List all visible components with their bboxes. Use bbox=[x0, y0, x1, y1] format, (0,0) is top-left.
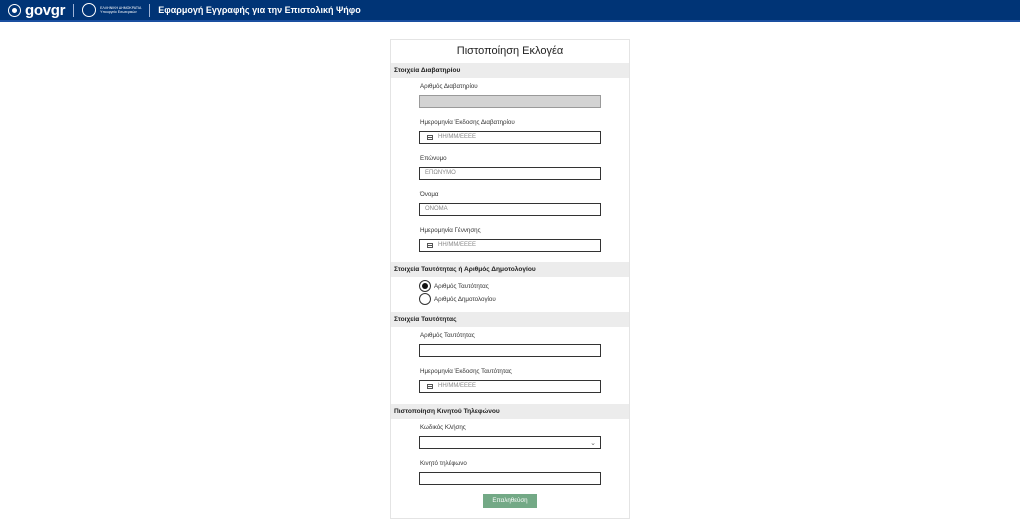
birth-date-label: Ημερομηνία Γέννησης bbox=[420, 227, 481, 234]
mobile-phone-label: Κινητό τηλέφωνο bbox=[420, 460, 467, 467]
radio-registry-number-label: Αριθμός Δημοτολογίου bbox=[434, 295, 496, 303]
radio-registry-number[interactable] bbox=[419, 293, 496, 305]
radio-unselected-icon[interactable] bbox=[419, 293, 431, 305]
chevron-down-icon: ⌄ bbox=[590, 440, 596, 447]
phone-section-header: Πιστοποίηση Κινητού Τηλεφώνου bbox=[391, 404, 629, 419]
id-number-input[interactable] bbox=[419, 344, 601, 357]
verify-button[interactable]: Επαληθεύση bbox=[483, 494, 537, 508]
birth-date-placeholder: ΗΗ/ΜΜ/ΕΕΕΕ bbox=[438, 242, 477, 248]
header-divider-2 bbox=[149, 4, 150, 17]
birth-date-input[interactable] bbox=[419, 239, 601, 252]
radio-id-number-label: Αριθμός Ταυτότητας bbox=[434, 282, 489, 290]
app-title: Εφαρμογή Εγγραφής για την Επιστολική Ψήφο bbox=[158, 5, 361, 15]
id-issue-date-placeholder: ΗΗ/ΜΜ/ΕΕΕΕ bbox=[438, 383, 477, 389]
greek-emblem-icon bbox=[8, 4, 21, 17]
id-section-header: Στοιχεία Ταυτότητας bbox=[391, 312, 629, 327]
passport-issue-date-placeholder: ΗΗ/ΜΜ/ΕΕΕΕ bbox=[438, 134, 477, 140]
name-label: Όνομα bbox=[420, 191, 439, 198]
id-issue-date-label: Ημερομηνία Έκδοσης Ταυτότητας bbox=[420, 368, 512, 375]
calendar-icon bbox=[427, 384, 433, 389]
mobile-phone-input[interactable] bbox=[419, 472, 601, 485]
govgr-logo[interactable]: govgr bbox=[25, 1, 66, 19]
passport-section-header: Στοιχεία Διαβατηρίου bbox=[391, 63, 629, 78]
surname-label: Επώνυμο bbox=[420, 155, 447, 162]
name-input[interactable]: ΟΝΟΜΑ bbox=[419, 203, 601, 216]
radio-selected-icon[interactable] bbox=[419, 280, 431, 292]
calendar-icon bbox=[427, 243, 433, 248]
radio-id-number[interactable] bbox=[419, 280, 489, 292]
id-issue-date-input[interactable] bbox=[419, 380, 601, 393]
id-choice-section-header: Στοιχεία Ταυτότητας ή Αριθμός Δημοτολογίου bbox=[391, 262, 629, 277]
ministry-line-1: ΕΛΛΗΝΙΚΗ ΔΗΜΟΚΡΑΤΙΑ bbox=[100, 6, 142, 10]
country-code-label: Κωδικός Κλήσης bbox=[420, 424, 466, 431]
passport-number-input[interactable] bbox=[419, 95, 601, 108]
passport-issue-date-label: Ημερομηνία Έκδοσης Διαβατηρίου bbox=[420, 119, 515, 126]
passport-number-label: Αριθμός Διαβατηρίου bbox=[420, 83, 478, 90]
ministry-line-2: Υπουργείο Εσωτερικών bbox=[100, 10, 137, 14]
country-code-select[interactable] bbox=[419, 436, 601, 449]
voter-verification-form bbox=[390, 39, 630, 519]
calendar-icon bbox=[427, 135, 433, 140]
header-divider bbox=[73, 4, 74, 17]
surname-input[interactable]: ΕΠΩΝΥΜΟ bbox=[419, 167, 601, 180]
id-number-label: Αριθμός Ταυτότητας bbox=[420, 332, 475, 339]
passport-issue-date-input[interactable] bbox=[419, 131, 601, 144]
ministry-logo bbox=[82, 3, 141, 17]
form-title: Πιστοποίηση Εκλογέα bbox=[456, 45, 564, 57]
ministry-emblem-icon bbox=[82, 3, 96, 17]
top-header bbox=[0, 0, 1020, 22]
